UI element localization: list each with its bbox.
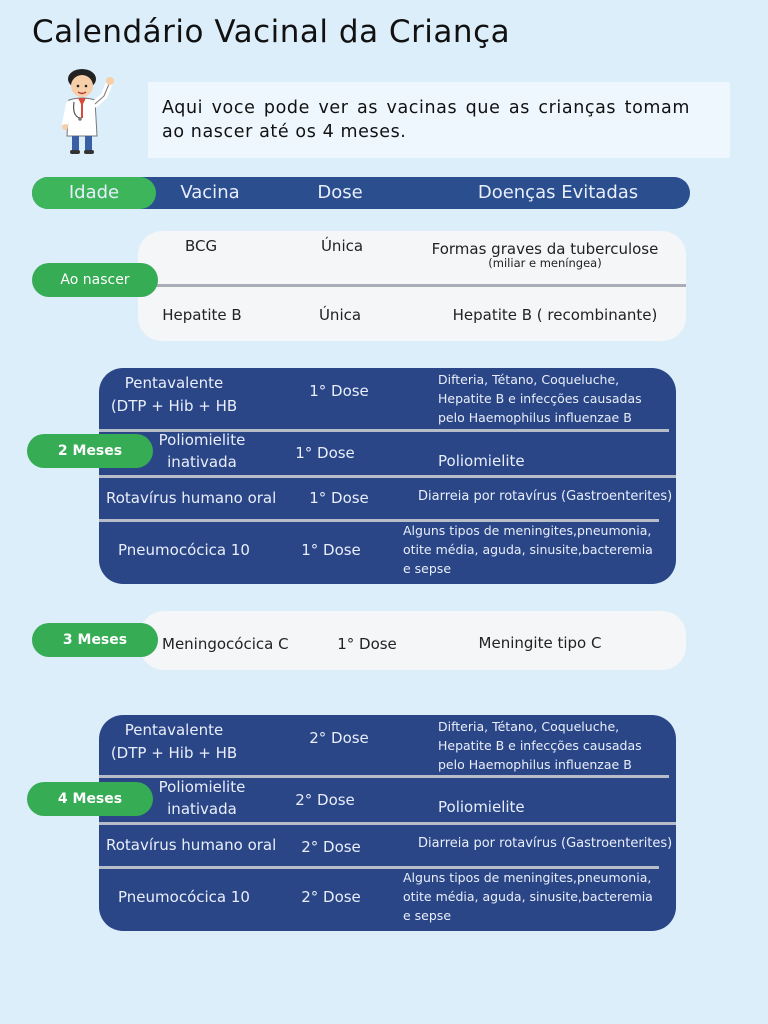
doenca-pentavalente-2-l1: Difteria, Tétano, Coqueluche, <box>438 719 620 734</box>
dose-pneumococica-1: 1° Dose <box>301 541 361 559</box>
doenca-pentavalente-2-l3: pelo Haemophilus influenzae B <box>438 757 632 772</box>
dose-bcg: Única <box>320 237 364 255</box>
vacina-rotavirus-2: Rotavírus humano oral <box>106 836 277 854</box>
age-label-4-meses: 4 Meses <box>27 782 153 816</box>
vacina-poliomielite-2: Poliomielite <box>158 778 246 796</box>
doenca-pneumococica-1-l3: e sepse <box>403 561 452 576</box>
dose-pentavalente-2: 2° Dose <box>309 729 369 747</box>
doenca-poliomielite-1: Poliomielite <box>438 452 525 470</box>
doenca-pentavalente-1-l1: Difteria, Tétano, Coqueluche, <box>438 372 620 387</box>
doenca-pneumococica-1-l1: Alguns tipos de meningites,pneumonia, <box>403 523 652 538</box>
dose-poliomielite-1: 1° Dose <box>295 444 355 462</box>
intro-text: Aqui voce pode ver as vacinas que as crianças tomam ao nascer até os 4 meses. <box>162 98 690 142</box>
doenca-pentavalente-1-l3: pelo Haemophilus influenzae B <box>438 410 632 425</box>
age-label-2-meses: 2 Meses <box>27 434 153 468</box>
doctor-illustration <box>60 66 120 158</box>
doenca-pneumococica-2-l2: otite média, aguda, sinusite,bacteremia <box>403 889 653 904</box>
doenca-pentavalente-2-l2: Hepatite B e infecções causadas <box>438 738 642 753</box>
doenca-pneumococica-2-l3: e sepse <box>403 908 452 923</box>
vacina-poliomielite-1: Poliomielite <box>158 431 246 449</box>
vacina-pentavalente-2: Pentavalente <box>124 721 224 739</box>
vacina-bcg: BCG <box>184 237 218 255</box>
dose-rotavirus-2: 2° Dose <box>301 838 361 856</box>
dose-hepatite-b: Única <box>318 306 362 324</box>
doenca-rotavirus-1: Diarreia por rotavírus (Gastroenterites) <box>418 489 673 504</box>
header-vacina: Vacina <box>180 182 240 203</box>
vacina-poliomielite-1-sub: inativada <box>167 453 237 471</box>
dose-meningococica: 1° Dose <box>337 635 397 653</box>
doenca-poliomielite-2: Poliomielite <box>438 798 525 816</box>
vacina-pneumococica-1: Pneumocócica 10 <box>118 541 250 559</box>
doenca-meningococica: Meningite tipo C <box>478 634 602 652</box>
header-idade: Idade <box>68 182 120 203</box>
header-dose: Dose <box>317 182 363 203</box>
doenca-rotavirus-2: Diarreia por rotavírus (Gastroenterites) <box>418 836 673 851</box>
header-doencas: Doenças Evitadas <box>477 182 639 203</box>
page-title: Calendário Vacinal da Criança <box>32 14 511 50</box>
row-divider <box>99 475 676 478</box>
doenca-bcg: Formas graves da tuberculose <box>431 240 659 258</box>
dose-pentavalente-1: 1° Dose <box>309 382 369 400</box>
age-label-3-meses: 3 Meses <box>32 623 158 657</box>
doenca-hepatite-b: Hepatite B ( recombinante) <box>452 306 658 324</box>
doenca-pentavalente-1-l2: Hepatite B e infecções causadas <box>438 391 642 406</box>
dose-pneumococica-2: 2° Dose <box>301 888 361 906</box>
vacina-pentavalente-1-sub: (DTP + Hib + HB <box>110 397 238 415</box>
doenca-bcg-note: (miliar e meníngea) <box>488 256 602 270</box>
dose-poliomielite-2: 2° Dose <box>295 791 355 809</box>
vacina-poliomielite-2-sub: inativada <box>167 800 237 818</box>
dose-rotavirus-1: 1° Dose <box>309 489 369 507</box>
vacina-hepatite-b: Hepatite B <box>162 306 242 324</box>
vacina-pentavalente-2-sub: (DTP + Hib + HB <box>110 744 238 762</box>
doenca-pneumococica-1-l2: otite média, aguda, sinusite,bacteremia <box>403 542 653 557</box>
doenca-pneumococica-2-l1: Alguns tipos de meningites,pneumonia, <box>403 870 652 885</box>
vacina-pneumococica-2: Pneumocócica 10 <box>118 888 250 906</box>
vacina-rotavirus-1: Rotavírus humano oral <box>106 489 277 507</box>
age-label-ao-nascer: Ao nascer <box>32 263 158 297</box>
row-divider <box>156 284 686 287</box>
row-divider <box>99 822 676 825</box>
vacina-meningococica: Meningocócica C <box>162 635 289 653</box>
vacina-pentavalente-1: Pentavalente <box>124 374 224 392</box>
